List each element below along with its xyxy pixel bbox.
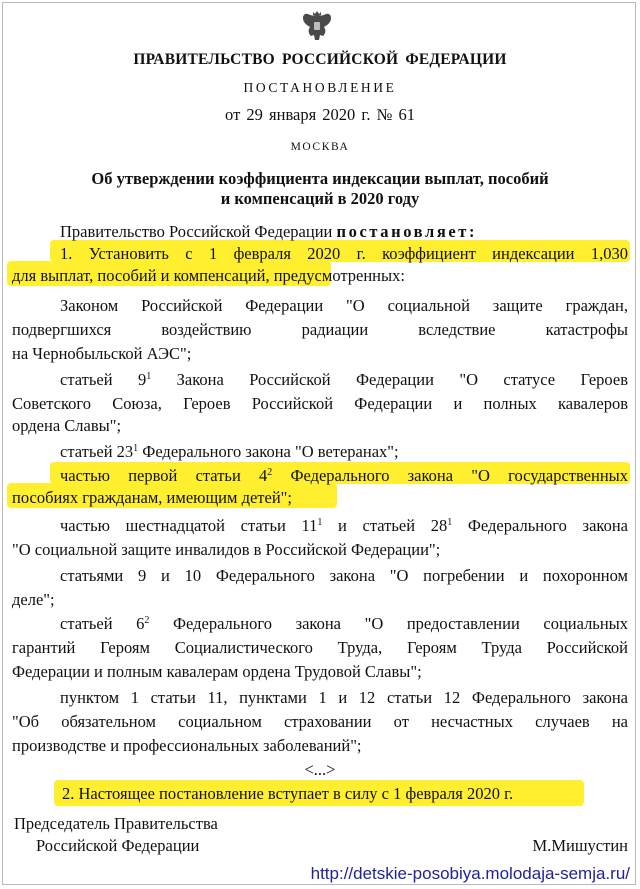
intro-line (60, 222, 628, 242)
list-item-line: статьями 9 и 10 Федерального закона "О погребении и похоронном (60, 566, 628, 585)
superscript: 1 (146, 371, 152, 382)
signatory-position: Российской Федерации (36, 836, 200, 855)
list-item-line: подвергшихся воздействию радиации вследствие катастрофы (12, 320, 628, 339)
list-item-line (60, 614, 628, 634)
signatory-name: М.Мишустин (532, 836, 628, 855)
intro-verb: постановляет: (336, 222, 478, 241)
list-item-line: Законом Российской Федерации "О социальной защите граждан, (60, 296, 628, 315)
list-item-line: "Об обязательном социальном страховании от несчастных случаев на (12, 712, 628, 731)
superscript: 2 (267, 467, 273, 478)
list-item-line: пособиях гражданам, имеющим детей"; (12, 488, 292, 507)
government-heading: ПРАВИТЕЛЬСТВО РОССИЙСКОЙ ФЕДЕРАЦИИ (133, 51, 507, 68)
text: частью первой статьи 4 (60, 466, 268, 485)
paragraph-1-line: 1. Установить с 1 февраля 2020 г. коэффициент индексации 1,030 (60, 244, 628, 263)
city: МОСКВА (290, 141, 350, 153)
list-item-line: на Чернобыльской АЭС"; (12, 344, 192, 363)
text: Федерального закона "О государственных (272, 466, 628, 485)
text: частью шестнадцатой статьи 11 (60, 516, 318, 535)
list-item-line: гарантий Героям Социалистического Труда, Героям Труда Российской (12, 638, 628, 657)
list-item-line: пунктом 1 статьи 11, пунктами 1 и 12 статьи 12 Федерального закона (60, 688, 628, 707)
text: Федерального закона "О предоставлении социальных (149, 614, 628, 633)
signatory-position: Председатель Правительства (14, 814, 218, 833)
paragraph-1-line: для выплат, пособий и компенсаций, предусмотренных: (12, 266, 405, 285)
omission-mark: <...> (304, 760, 336, 779)
superscript: 1 (317, 517, 323, 528)
title-line: и компенсаций в 2020 году (220, 189, 420, 208)
document-title (0, 169, 640, 209)
date-and-number: от 29 января 2020 г. № 61 (225, 105, 415, 124)
list-item-line (60, 442, 628, 462)
document-type: ПОСТАНОВЛЕНИЕ (243, 80, 397, 95)
text: статьей 9 (60, 370, 147, 389)
list-item-line: ордена Славы"; (12, 416, 122, 435)
text: статьей 6 (60, 614, 145, 633)
text: Федерального закона (452, 516, 628, 535)
list-item-line: Федерации и полным кавалерам ордена Трудовой Славы"; (12, 662, 422, 681)
double-headed-eagle-icon (302, 10, 332, 44)
paragraph-2-line: 2. Настоящее постановление вступает в силу с 1 февраля 2020 г. (62, 784, 514, 803)
text: и статьей 28 (322, 516, 448, 535)
list-item-line (60, 516, 628, 536)
list-item-line: производстве и профессиональных заболеваний"; (12, 736, 362, 755)
superscript: 2 (144, 615, 150, 626)
superscript: 1 (133, 443, 139, 454)
list-item-line: деле"; (12, 590, 55, 609)
list-item-line: Советского Союза, Героев Российской Федерации и полных кавалеров (12, 394, 628, 413)
list-item-line (60, 370, 628, 390)
list-item-line: "О социальной защите инвалидов в Российской Федерации"; (12, 540, 441, 559)
list-item-line (60, 466, 628, 486)
text: статьей 23 (60, 442, 134, 461)
title-line: Об утверждении коэффициента индексации выплат, пособий (91, 169, 549, 188)
text: Федерального закона "О ветеранах"; (138, 442, 399, 461)
intro-text: Правительство Российской Федерации (60, 222, 333, 241)
text: Закона Российской Федерации "О статусе Героев (151, 370, 628, 389)
source-url-link[interactable]: http://detskie-posobiya.molodaja-semja.ru/ (310, 864, 630, 883)
superscript: 1 (447, 517, 453, 528)
